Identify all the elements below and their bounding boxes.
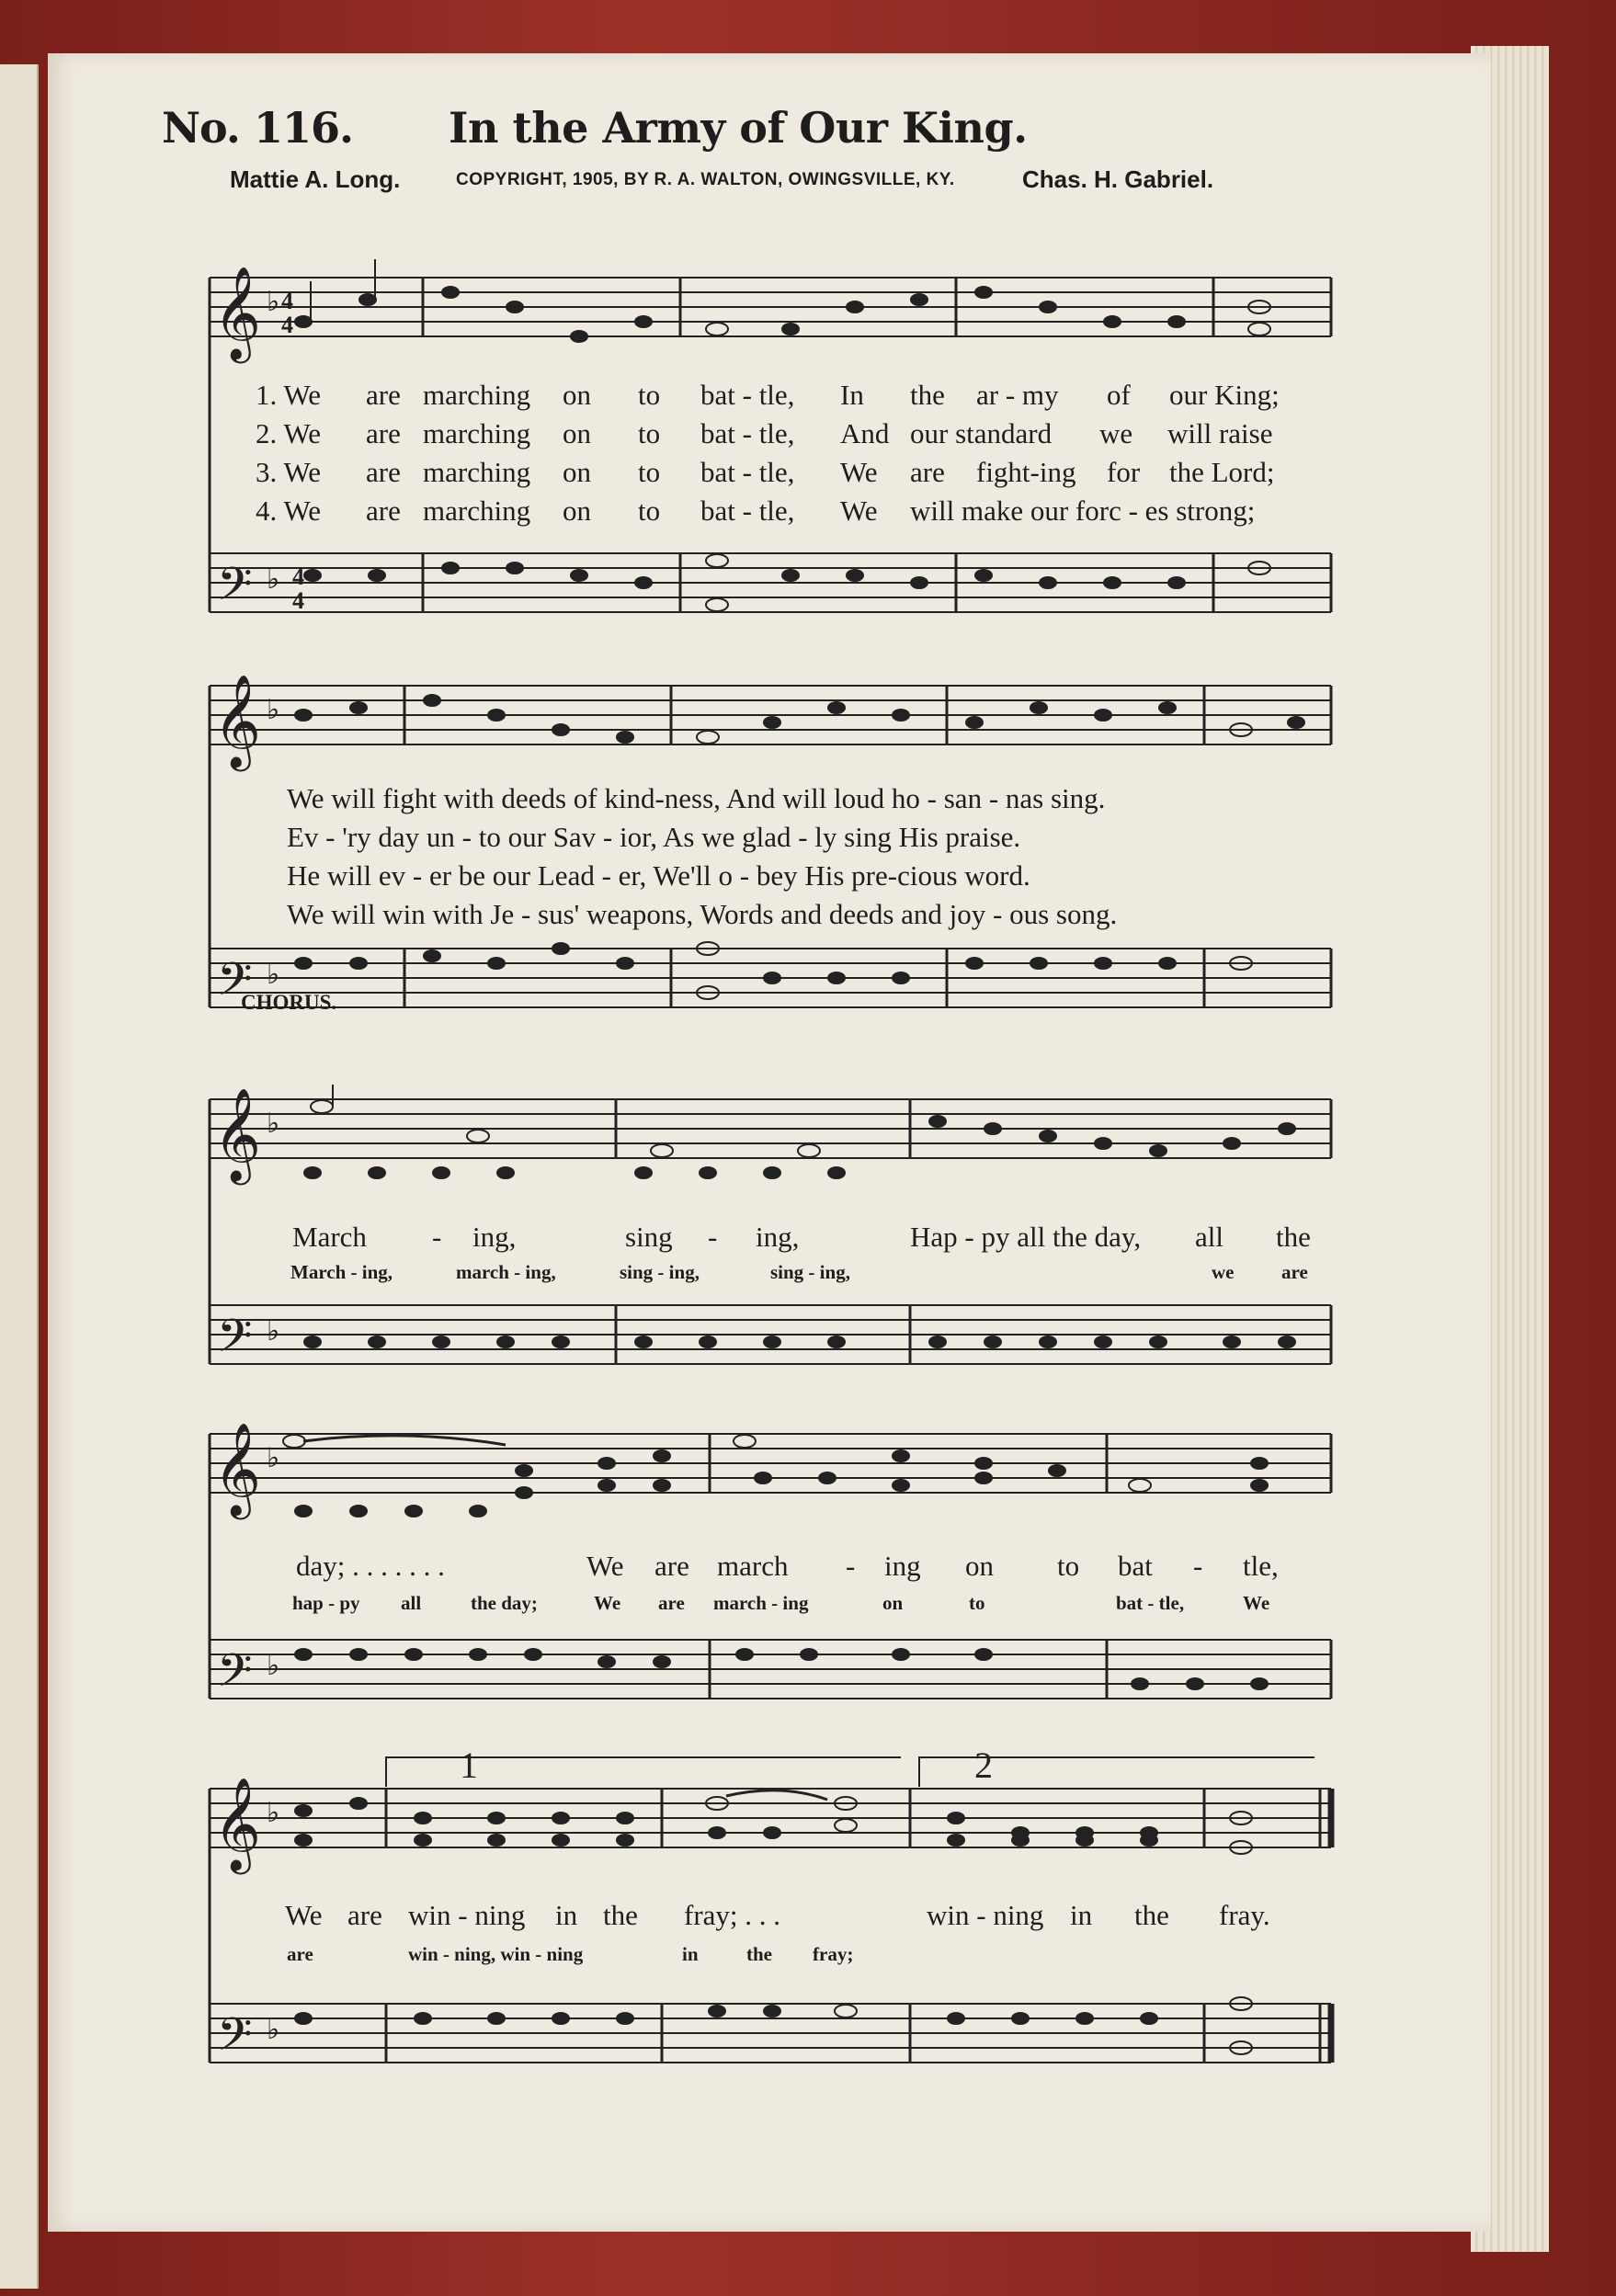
system-4-bass-lyric: hap - py all the day; We are march - ing on to bat - tle, We [292,1592,1270,1614]
svg-text:♭: ♭ [267,1108,280,1139]
svg-text:𝄞: 𝄞 [213,673,262,767]
verse-3-line-1: 3. We are marching on to bat - tle, We are fight-ing for the Lord; [256,456,1275,488]
svg-text:♭: ♭ [267,1798,280,1828]
system-5-soprano-lyric: We are win - ning in the fray; . . . win - ning in the fray. [285,1899,1270,1931]
system-4-soprano-lyric: day; . . . . . . . We are march - ing on to bat - tle, [296,1550,1279,1582]
svg-text:𝄢: 𝄢 [217,2008,253,2073]
svg-text:4: 4 [292,587,304,614]
verse-1-line-2: We will fight with deeds of kind-ness, And will loud ho - san - nas sing. [287,782,1106,814]
system-5-bass-lyric: are win - ning, win - ning in the fray; [287,1943,854,1965]
verse-2-line-1: 2. We are marching on to bat - tle, And our standard we will raise [256,417,1273,449]
svg-text:𝄢: 𝄢 [217,953,253,1017]
svg-text:𝄞: 𝄞 [213,1421,262,1516]
hymn-number: No. 116. [162,103,353,153]
svg-text:𝄢: 𝄢 [217,1644,253,1709]
chorus-bass-lyric: March - ing, march - ing, sing - ing, sing - ing, we are [290,1261,1308,1283]
svg-text:𝄞: 𝄞 [213,1086,262,1181]
verse-3-line-2: He will ev - er be our Lead - er, We'll o - bey His pre-cious word. [287,859,1030,892]
hymn-title: In the Army of Our King. [449,103,1028,153]
svg-text:𝄞: 𝄞 [213,265,262,359]
chorus-label: CHORUS. [241,991,337,1014]
composer-credit: Chas. H. Gabriel. [1022,165,1214,193]
first-ending-number: 1 [460,1745,478,1786]
verse-4-line-2: We will win with Je - sus' weapons, Words and deeds and joy - ous song. [287,898,1118,930]
svg-text:𝄞: 𝄞 [213,1776,262,1870]
svg-text:♭: ♭ [267,1651,280,1681]
svg-text:♭: ♭ [267,960,280,990]
verse-1-line-1: 1. We are marching on to bat - tle, In the ar - my of our King; [256,379,1280,411]
svg-text:♭: ♭ [267,695,280,725]
verse-4-line-1: 4. We are marching on to bat - tle, We will make our forc - es strong; [256,494,1256,527]
lyricist-credit: Mattie A. Long. [230,165,401,193]
copyright-notice: COPYRIGHT, 1905, BY R. A. WALTON, OWINGSVILLE, KY. [456,170,955,189]
svg-text:♭: ♭ [267,1443,280,1473]
svg-text:♭: ♭ [267,564,280,595]
title-row [0,103,1443,176]
svg-text:♭: ♭ [267,1316,280,1347]
svg-text:𝄢: 𝄢 [217,558,253,622]
svg-text:4: 4 [281,288,293,314]
chorus-soprano-lyric: March - ing, sing - ing, Hap - py all the day, all the [292,1221,1311,1253]
svg-text:♭: ♭ [267,287,280,317]
svg-text:4: 4 [292,563,304,590]
second-ending-number: 2 [974,1745,993,1786]
svg-text:𝄢: 𝄢 [217,1310,253,1374]
svg-text:♭: ♭ [267,2015,280,2045]
svg-text:4: 4 [281,312,293,338]
verse-2-line-2: Ev - 'ry day un - to our Sav - ior, As we glad - ly sing His praise. [287,821,1021,853]
